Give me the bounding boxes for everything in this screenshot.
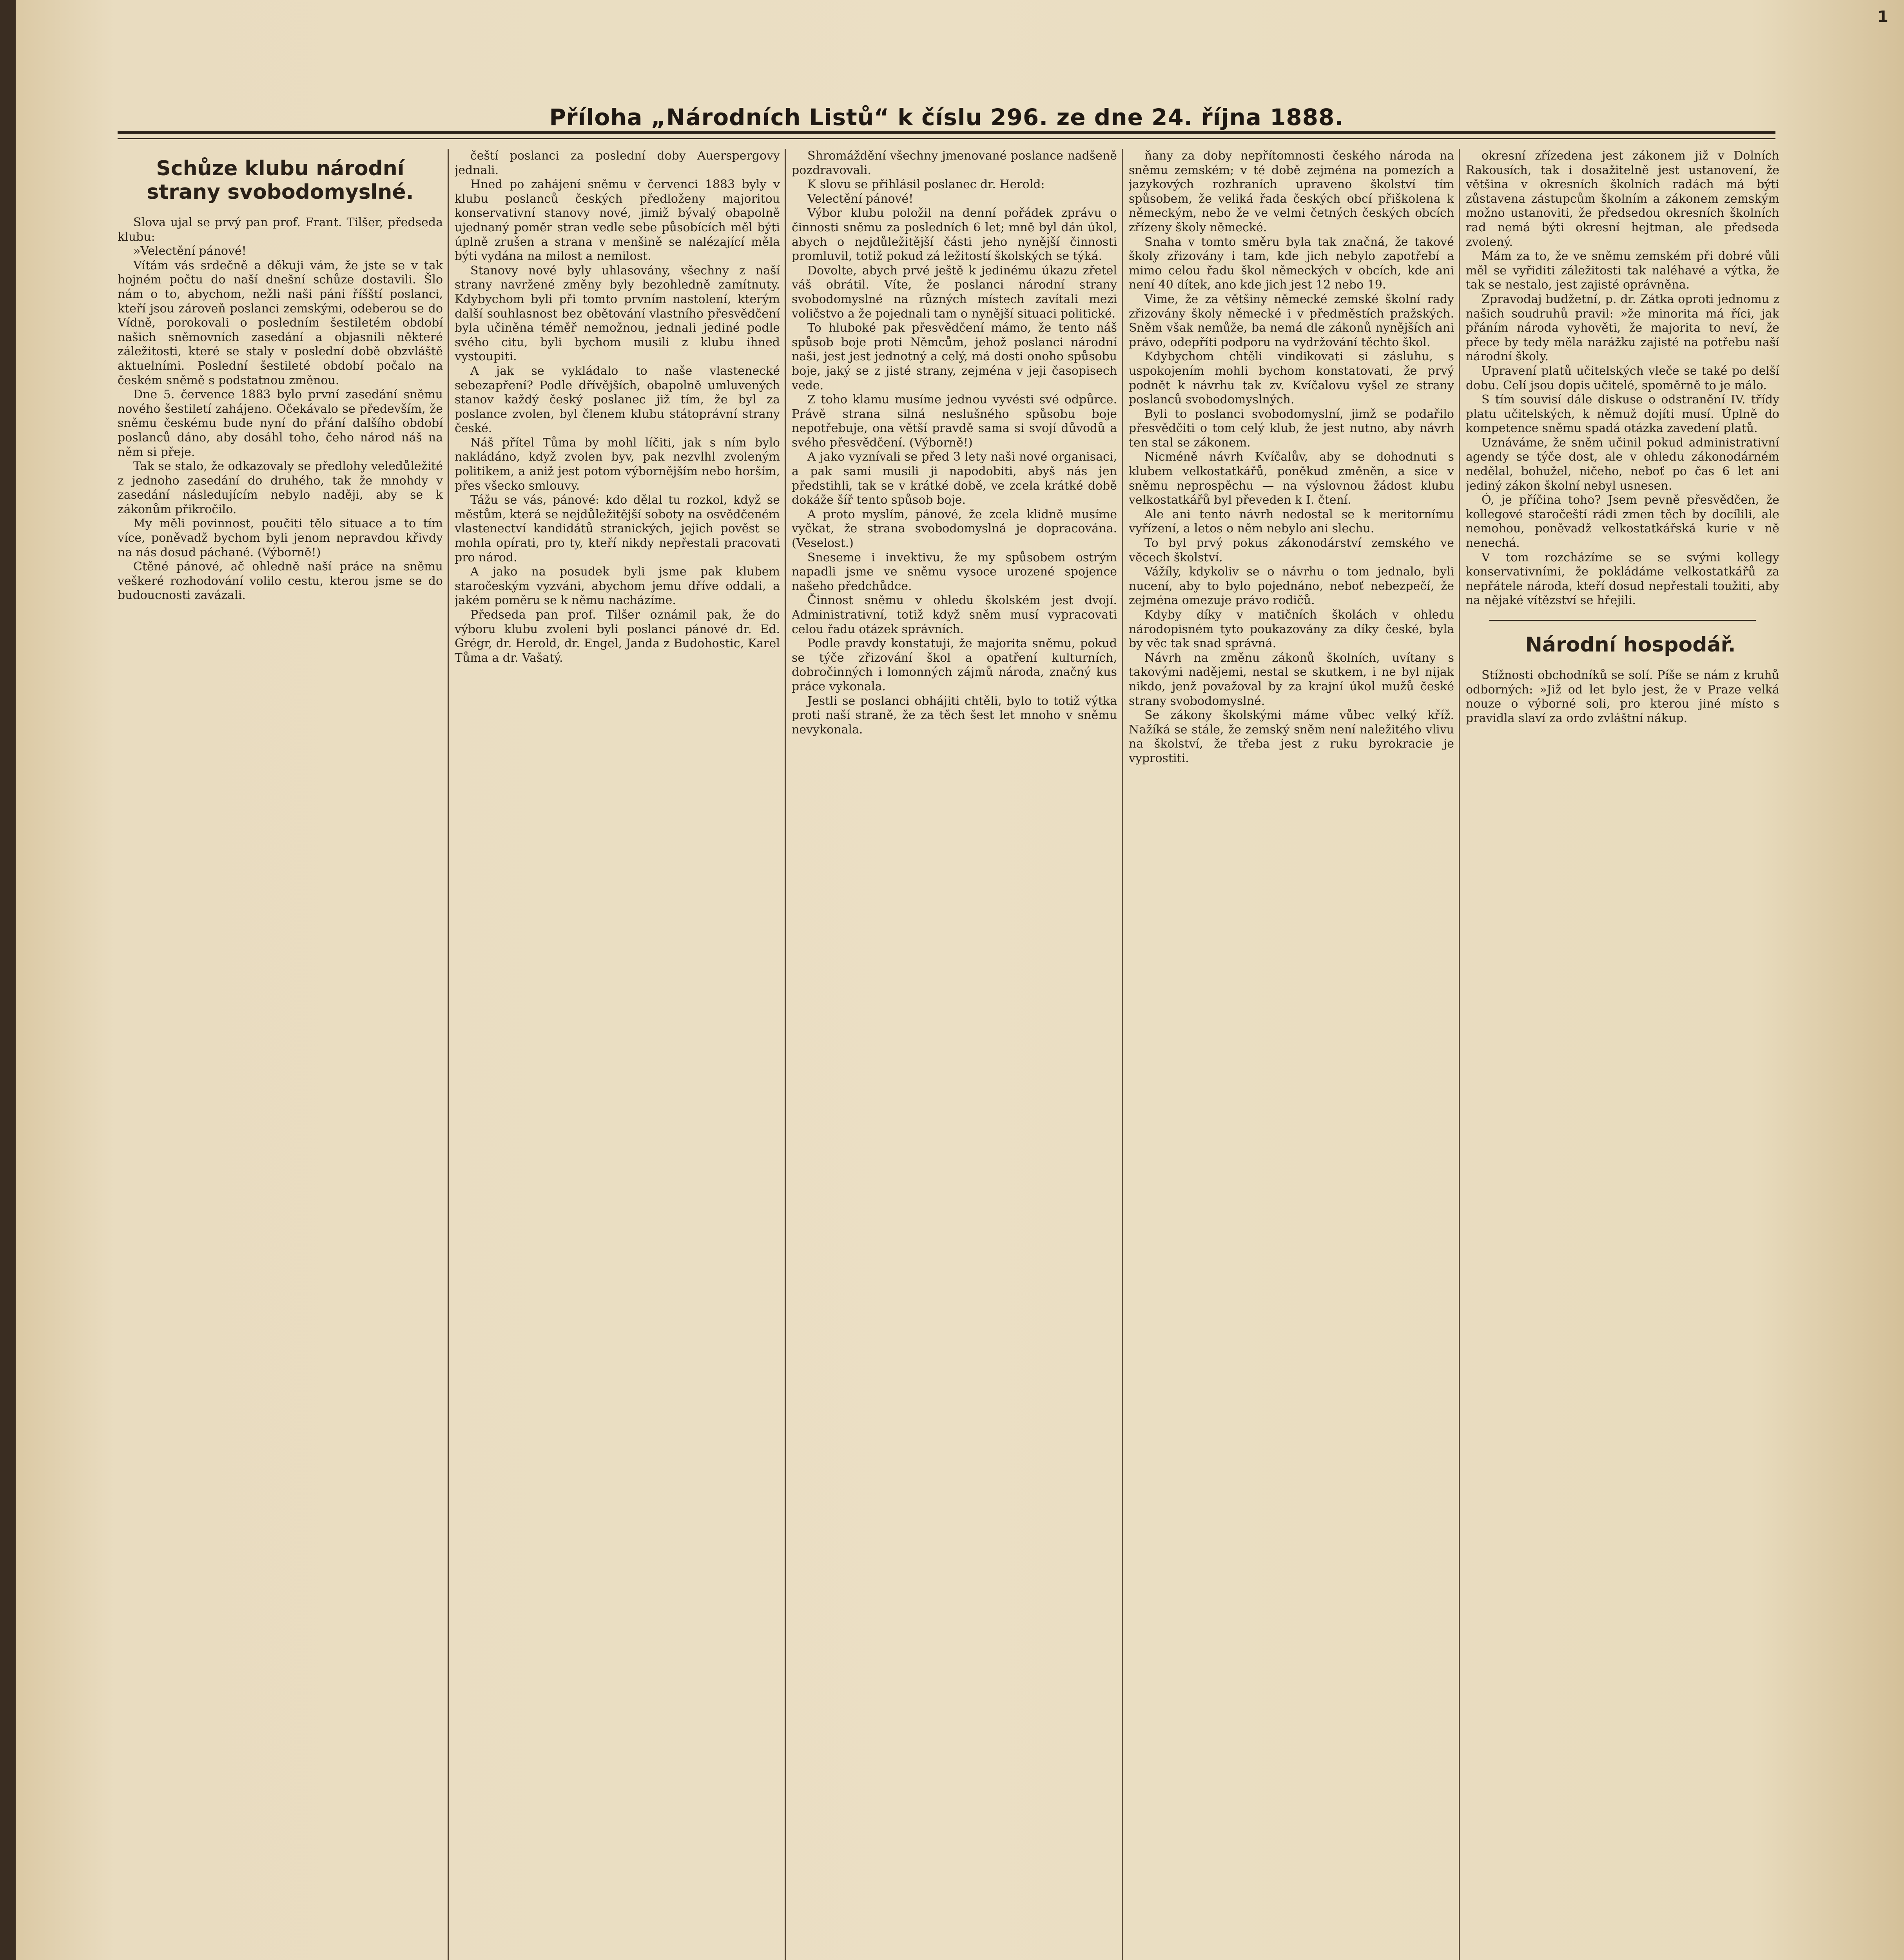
paragraph: My měli povinnost, poučiti tělo situace a to tím více, poněvadž bychom byli jenom nepravdou křivdy na nás dosud páchané. (Výborně!) — [118, 517, 443, 559]
paragraph: Stanovy nové byly uhlasovány, všechny z naší strany navržené změny byly bezohledně zamítnuty. Kdybychom byli při tomto prvním nastolení, kterým další souhlasnost bez obětování vlastního přesvědčení byla učiněna téměř nemožnou, jednali jediné podle svého citu, byli bychom musili z klubu ihned vystoupiti. — [455, 263, 780, 364]
paragraph: Vime, že za většiny německé zemské školní rady zřizovány školy německé i v předměstích pražských. Sněm však nemůže, ba nemá dle zákonů nynějších ani právo, odepříti podporu na vydržování těchto škol. — [1129, 292, 1454, 349]
paragraph: Ctěné pánové, ač ohledně naší práce na sněmu veškeré rozhodování volilo cestu, kterou jsme se do budoucnosti zavázali. — [118, 560, 443, 603]
paragraph: Se zákony školskými máme vůbec velký kříž. Nažíká se stále, že zemský sněm není naležitého vlivu na školství, že třeba jest z ruku byrokracie je vyprostiti. — [1129, 708, 1454, 765]
paragraph: To byl prvý pokus zákonodárství zemského ve věcech školství. — [1129, 536, 1454, 564]
paragraph: Kdybychom chtěli vindikovati si zásluhu, s uspokojením mohli bychom konstatovati, že prvý podnět k návrhu tak zv. Kvíčalovu vyšel ze strany poslanců svobodomyslných. — [1129, 350, 1454, 407]
paragraph: okresní zřízedena jest zákonem již v Dolních Rakousích, tak i dosažitelně jest ustanovení, že většina v okresních školních radách má býti zůstavena zástupcům školním a zákonem zemským možno ustanoviti, že předsedou okresních školních rad nemá býti okresní hejtman, ale předseda zvolený. — [1466, 149, 1779, 249]
paragraph: K slovu se přihlásil poslanec dr. Herold: — [807, 178, 1045, 192]
supplement-title: Příloha „Národních Listů“ k číslu 296. ze dne 24. října 1888. — [549, 104, 1344, 131]
paragraph: A jako vyznívali se před 3 lety naši nové organisaci, a pak sami musili ji napodobiti, abyš nás jen předstihli, tak se v krátké době, ve zcela krátké době dokáže šíř tento spůsob boje. — [792, 450, 1117, 507]
paragraph: Upravení platů učitelských vleče se také po delší dobu. Celí jsou dopis učitelé, spoměrně to je málo. — [1466, 364, 1779, 392]
paragraph: Kdyby díky v matičních školách v ohledu národopisném tyto poukazovány za díky české, byla by věc tak snad správná. — [1129, 608, 1454, 651]
paragraph: Nicméně návrh Kvíčalův, aby se dohodnuti s klubem velkostatkářů, poněkud změněn, a sice v sněmu neprospěchu — na výslovnou žádost klubu velkostatkářů byl převeden k I. čtení. — [1129, 450, 1454, 507]
paragraph: Výbor klubu položil na denní pořádek zprávu o činnosti sněmu za posledních 6 let; mně byl dán úkol, abych o nejdůležitější části jeho nynější činnosti promluvil, totiž pokud zá ležitostí školských se týká. — [792, 206, 1117, 263]
section-heading: Národní hospodář. — [1525, 633, 1736, 657]
column-4-body — [1129, 149, 1454, 766]
paragraph: V tom rozcházíme se se svými kollegy konservativními, že pokládáme velkostatkářů za nepřátele národa, kteří dosud nepřestali toužiti, aby na nějaké vítězství se hřejili. — [1466, 550, 1779, 608]
paragraph: Činnost sněmu v ohledu školském jest dvojí. Administrativní, totiž když sněm musí vypracovati celou řadu otázek správních. — [792, 593, 1117, 636]
column-5-body — [1466, 149, 1779, 726]
paragraph: Slova ujal se prvý pan prof. Frant. Tilšer, předseda klubu: — [118, 216, 443, 244]
paragraph: Shromáždění všechny jmenované poslance nadšeně pozdravovali. — [792, 149, 1117, 177]
paragraph: S tím souvisí dále diskuse o odstranění IV. třídy platu učitelských, k němuž dojíti musí. Úplně do kompetence sněmu spadá otázka zavedení platů. — [1466, 393, 1779, 436]
section-separator — [1489, 620, 1756, 621]
paragraph: Vážíly, kdykoliv se o návrhu o tom jednalo, byli nucení, aby to bylo pojednáno, neboť nebezpečí, že zejména omezuje právo rodičů. — [1129, 565, 1454, 608]
column-3-body — [792, 149, 1117, 737]
paragraph: čeští poslanci za poslední doby Auerspergovy jednali. — [455, 149, 780, 177]
paragraph: ňany za doby nepřítomnosti českého národa na sněmu zemském; v té době zejména na pomezích a jazykových rozhraních upraveno školství tím spůsobem, že veliká řada českých obcí přiškolena k německým, nebo že ve velmi četných českých obcích zřízeny školy německé. — [1129, 149, 1454, 234]
column-divider — [1122, 149, 1123, 1960]
paragraph: Dne 5. července 1883 bylo první zasedání sněmu nového šestiletí zahájeno. Očekávalo se především, že sněmu českému bude nyní do přání dalšího období poslanců dáno, aby dosáhl toho, čeho národ náš na něm si přeje. — [118, 388, 443, 459]
paragraph: Zpravodaj budžetní, p. dr. Zátka oproti jednomu z našich soudruhů pravil: »že minorita má říci, jak přáním národa vyhověti, že majorita to neví, že přece by tedy měla narážku zajisté na potřebu naší národní školy. — [1466, 292, 1779, 364]
column-2 — [455, 149, 780, 1960]
article-heading: Schůze klubu národní strany svobodomyslné. — [147, 157, 414, 204]
scan-edge — [0, 0, 16, 1960]
paragraph: Ale ani tento návrh nedostal se k meritornímu vyřízení, a letos o něm nebylo ani slechu. — [1129, 507, 1454, 536]
paragraph: Ó, je příčina toho? Jsem pevně přesvědčen, že kollegové staročeští rádi zmen těch by docílili, ale nemohou, poněvadž velkostatkářská kurie v ně nenechá. — [1466, 493, 1779, 550]
paragraph: Byli to poslanci svobodomyslní, jimž se podařilo přesvědčiti o tom celý klub, že jest nutno, aby návrh ten stal se zákonem. — [1129, 407, 1454, 450]
paragraph: To hluboké pak přesvědčení mámo, že tento náš spůsob boje proti Němcům, jehož poslanci národní naši, jest jest jednotný a celý, má dosti onoho spůsobu boje, jaký se z jisté strany, zejména v jeji časopisech vede. — [792, 321, 1117, 392]
column-divider — [1459, 149, 1460, 1960]
paragraph: Uznáváme, že sněm učinil pokud administrativní agendy se týče dost, ale v ohledu zákonodárném nedělal, bohužel, ničeho, neboť po čas 6 let ani jediný zákon školní nebyl usnesen. — [1466, 436, 1779, 493]
paragraph: A proto myslím, pánové, že zcela klidně musíme vyčkat, že strana svobodomyslná je dopracována. (Veselost.) — [792, 507, 1117, 550]
paragraph: Náš přítel Tůma by mohl líčiti, jak s ním bylo nakládáno, když zvolen byv, pak nezvlhl zvoleným politikem, a aniž jest potom výbornějším nebo horším, přes všecko smlouvy. — [455, 436, 780, 493]
paragraph: Podle pravdy konstatuji, že majorita sněmu, pokud se týče zřizování škol a opatření kulturních, dobročinných i lomonných zájmů národa, značný kus práce vykonala. — [792, 637, 1117, 693]
column-5 — [1466, 149, 1779, 1960]
paragraph: Sneseme i invektivu, že my spůsobem ostrým napadli jsme ve sněmu vysoce urozené spojence našeho předchůdce. — [792, 550, 1117, 593]
column-2-body — [455, 149, 780, 665]
paragraph: Návrh na změnu zákonů školních, uvítany s takovými nadějemi, nestal se skutkem, i ne byl nijak nikdo, jenž považoval by za krajní úkol mužů české strany svobodomyslné. — [1129, 651, 1454, 708]
paragraph: Hned po zahájení sněmu v červenci 1883 byly v klubu poslanců českých předloženy majoritou konservativní stanovy nové, jimiž bývalý obapolně ujednaný poměr stran vedle sebe působících měl býti úplně zrušen a strana v menšině se nalézající měla býti vydána na milost a nemilost. — [455, 178, 780, 263]
page-number: 1 — [1877, 8, 1888, 26]
paragraph: Tak se stalo, že odkazovaly se předlohy veledůležité z jednoho zasedání do druhého, tak že mnohdy v zasedání následujícím nebylo naději, aby se k zákonům přikročilo. — [118, 459, 443, 516]
paragraph: Vítám vás srdečně a děkuji vám, že jste se v tak hojném počtu do naší dnešní schůze dostavili. Šlo nám o to, abychom, nežli naši páni říšští poslanci, kteří jsou zároveň poslanci zemskými, odeberou se do Vídně, porokovali o posledním šestiletém období našich sněmovních zasedání a objasnili některé záležitosti, které se staly v poslední době obzvláště aktuelními. Poslední šestileté období počalo na českém sněmě s podstatnou změnou. — [118, 258, 443, 387]
paragraph: Z toho klamu musíme jednou vyvésti své odpůrce. Právě strana silná neslušného spůsobu boje nepotřebuje, ona větší pravdě sama si svojí důvodů a svého přesvědčení. (Výborně!) — [792, 393, 1117, 450]
paragraph: Tážu se vás, pánové: kdo dělal tu rozkol, když se městům, která se nejdůležitější soboty na osvědčeném vlastenectví kandidátů stranických, jejich pověst se mohla opírati, pro ty, kteří nikdy nepřestali pracovati pro národ. — [455, 493, 780, 564]
column-4 — [1129, 149, 1454, 1960]
paragraph: Jestli se poslanci obhájiti chtěli, bylo to totiž výtka proti naší straně, že za těch šest let mnoho v sněmu nevykonala. — [792, 694, 1117, 737]
paragraph: Mám za to, že ve sněmu zemském při dobré vůli měl se vyřiditi záležitosti tak naléhavé a výtka, že tak se nestalo, jest zajisté oprávněna. — [1466, 249, 1779, 292]
column-1-body — [118, 216, 443, 603]
column-1 — [118, 149, 443, 1960]
header-rule-thin — [118, 138, 1775, 139]
column-divider — [448, 149, 449, 1960]
paragraph: »Velectění pánové! — [133, 244, 247, 258]
paragraph: Velectění pánové! — [807, 192, 914, 206]
paragraph: A jako na posudek byli jsme pak klubem staročeským vyzváni, abychom jemu dříve oddali, a jakém poměru se k němu nacházíme. — [455, 565, 780, 608]
paragraph: Snaha v tomto směru byla tak značná, že takové školy zřizovány i tam, kde jich nebylo zapotřebí a mimo celou řadu škol německých v obcích, kde ani není 40 dítek, ano kde jich jest 12 nebo 19. — [1129, 235, 1454, 292]
header-rule — [118, 131, 1775, 134]
paragraph: A jak se vykládalo to naše vlastenecké sebezapření? Podle dřívějších, obapolně umluvených stanov každý český poslanec již tím, že byl za poslance zvolen, byl členem klubu státoprávní strany české. — [455, 364, 780, 436]
column-divider — [785, 149, 786, 1960]
column-3 — [792, 149, 1117, 1960]
paragraph: Dovolte, abych prvé ještě k jedinému úkazu zřetel váš obrátil. Víte, že poslanci národní strany svobodomyslné na různých místech zavítali mezi voličstvo a že pojednali tam o nynější situaci politické. — [792, 263, 1117, 321]
paragraph: Předseda pan prof. Tilšer oznámil pak, že do výboru klubu zvoleni byli poslanci pánové dr. Ed. Grégr, dr. Herold, dr. Engel, Janda z Budohostic, Karel Tůma a dr. Vašatý. — [455, 608, 780, 665]
paragraph: Stížnosti obchodníků se solí. Píše se nám z kruhů odborných: »Již od let bylo jest, že v Praze velká nouze o výborné soli, pro kterou jiné místo s pravidla slaví za ordo zvláštní nákup. — [1466, 668, 1779, 725]
